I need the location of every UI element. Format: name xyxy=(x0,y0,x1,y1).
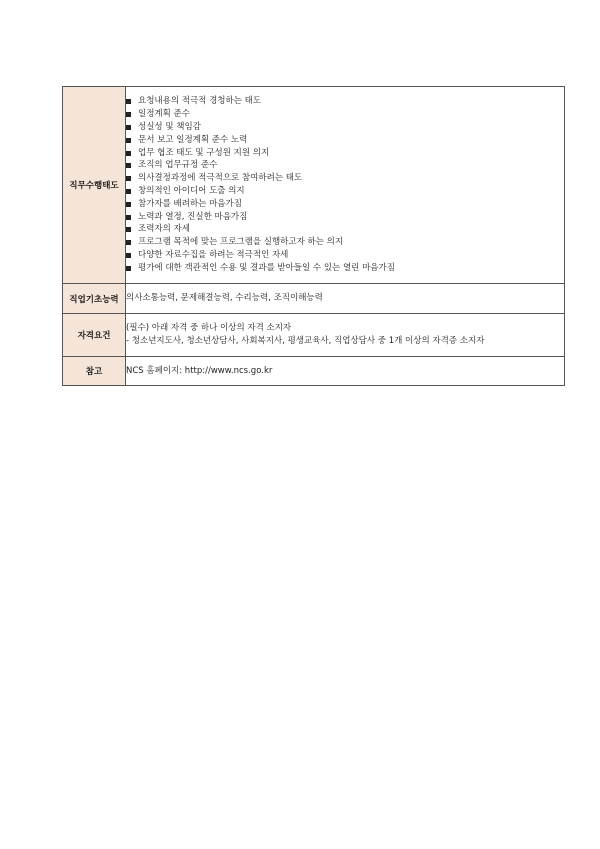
list-item: 조직의 업무규정 준수 xyxy=(126,159,564,172)
row-label-basic-competency: 직업기초능력 xyxy=(63,284,126,314)
square-bullet-icon xyxy=(126,138,131,143)
square-bullet-icon xyxy=(126,125,131,130)
square-bullet-icon xyxy=(126,189,131,194)
duties-attitude-list xyxy=(126,95,564,274)
square-bullet-icon xyxy=(126,151,131,156)
competency-table xyxy=(62,86,565,386)
square-bullet-icon xyxy=(126,176,131,181)
list-item: 의사결정과정에 적극적으로 참여하려는 태도 xyxy=(126,172,564,185)
list-item: 창의적인 아이디어 도출 의지 xyxy=(126,185,564,198)
list-item: 프로그램 목적에 맞는 프로그램을 실행하고자 하는 의지 xyxy=(126,236,564,249)
reference-text: NCS 홈페이지: http://www.ncs.go.kr xyxy=(126,357,565,386)
table-row xyxy=(63,284,565,314)
square-bullet-icon xyxy=(126,202,131,207)
square-bullet-icon xyxy=(126,112,131,117)
list-item: 문서 보고 일정계획 준수 노력 xyxy=(126,134,564,147)
square-bullet-icon xyxy=(126,215,131,220)
square-bullet-icon xyxy=(126,240,131,245)
square-bullet-icon xyxy=(126,266,131,271)
list-item: 일정계획 준수 xyxy=(126,108,564,121)
table-row xyxy=(63,87,565,284)
list-item: 성실성 및 책임감 xyxy=(126,121,564,134)
list-item: 평가에 대한 객관적인 수용 및 결과를 받아들일 수 있는 열린 마음가짐 xyxy=(126,262,564,275)
list-item: 참가자를 배려하는 마음가짐 xyxy=(126,198,564,211)
row-label-qualification: 자격요건 xyxy=(63,314,126,357)
basic-competency-text: 의사소통능력, 문제해결능력, 수리능력, 조직이해능력 xyxy=(126,284,565,314)
row-label-reference: 참고 xyxy=(63,357,126,386)
square-bullet-icon xyxy=(126,253,131,258)
qualification-certificates-line: - 청소년지도사, 청소년상담사, 사회복지사, 평생교육사, 직업상담사 중 1개 이상의 자격증 소지자 xyxy=(126,336,485,346)
list-item: 요청내용의 적극적 경청하는 태도 xyxy=(126,95,564,108)
square-bullet-icon xyxy=(126,99,131,104)
row-label-duties-attitude: 직무수행태도 xyxy=(63,87,126,284)
list-item: 업무 협조 태도 및 구성원 지원 의지 xyxy=(126,147,564,160)
qualification-required-line: (필수) 아래 자격 중 하나 이상의 자격 소지자 xyxy=(126,323,292,334)
list-item: 노력과 열정, 진실한 마음가짐 xyxy=(126,211,564,224)
duties-attitude-cell xyxy=(126,87,565,284)
qualification-cell xyxy=(126,314,565,357)
table-row xyxy=(63,314,565,357)
list-item: 다양한 자료수집을 하려는 적극적인 자세 xyxy=(126,249,564,262)
list-item: 조력자의 자세 xyxy=(126,223,564,236)
table-row xyxy=(63,357,565,386)
square-bullet-icon xyxy=(126,227,131,232)
square-bullet-icon xyxy=(126,163,131,168)
